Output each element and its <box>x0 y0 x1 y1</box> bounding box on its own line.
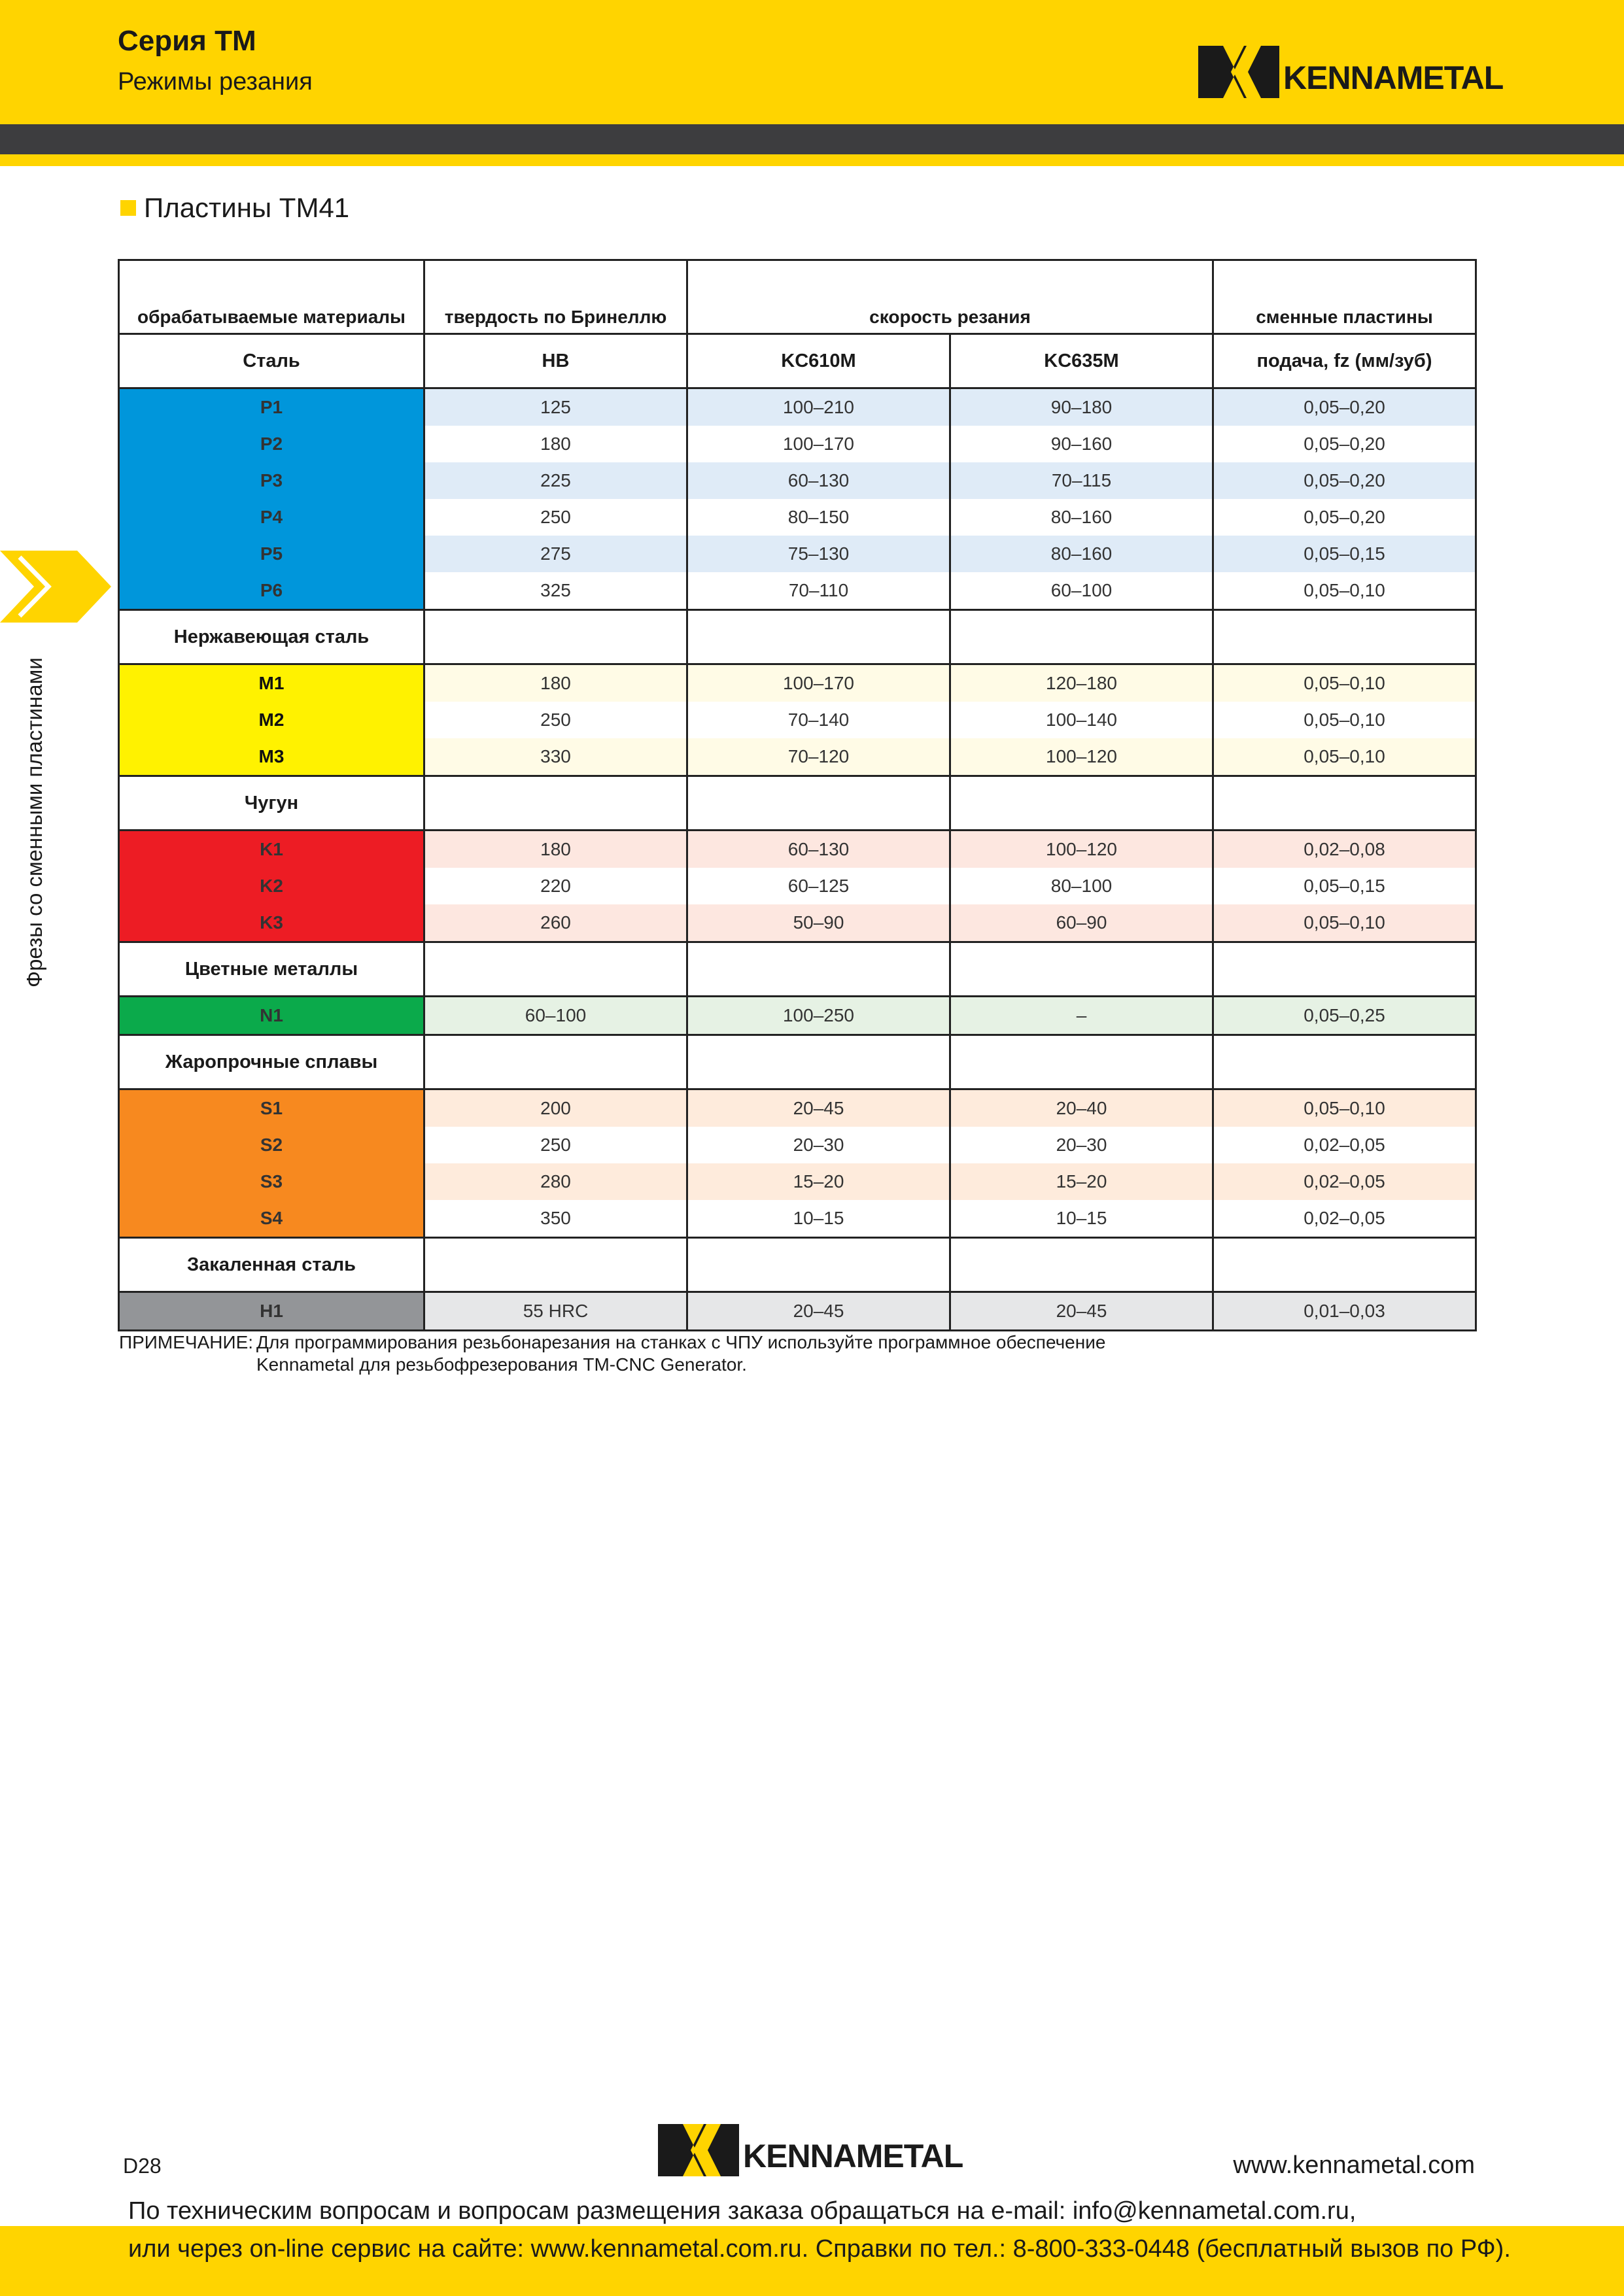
side-tab-arrow-icon <box>0 551 111 623</box>
kc610m-cell: 60–130 <box>687 831 950 868</box>
material-code: M3 <box>119 738 424 776</box>
hb-cell: 275 <box>424 536 687 572</box>
table-row <box>119 1292 1476 1331</box>
note-line-1: Для программирования резьбонарезания на станках с ЧПУ используйте программное обеспечение <box>256 1332 1106 1352</box>
side-tab-label: Фрезы со сменными пластинами <box>22 657 46 987</box>
hb-cell: 125 <box>424 388 687 426</box>
header-hardness: твердость по Бринеллю <box>424 260 687 334</box>
note-label: ПРИМЕЧАНИЕ: <box>119 1332 254 1352</box>
fz-cell: 0,05–0,20 <box>1213 462 1476 499</box>
kc635m-cell: 20–30 <box>950 1127 1213 1163</box>
hb-cell: 350 <box>424 1200 687 1238</box>
table-row <box>119 868 1476 904</box>
fz-cell: 0,05–0,10 <box>1213 904 1476 942</box>
header-hb: HB <box>424 334 687 388</box>
material-code: M2 <box>119 702 424 738</box>
material-code: S4 <box>119 1200 424 1238</box>
kc635m-cell: 15–20 <box>950 1163 1213 1200</box>
header-materials: обрабатываемые материалы <box>119 260 424 334</box>
kc635m-cell: 120–180 <box>950 664 1213 702</box>
kc635m-cell: 100–120 <box>950 831 1213 868</box>
header-speed: скорость резания <box>687 260 1213 334</box>
kc635m-cell: 100–140 <box>950 702 1213 738</box>
material-code: H1 <box>119 1292 424 1331</box>
fz-cell: 0,05–0,10 <box>1213 738 1476 776</box>
hb-cell: 330 <box>424 738 687 776</box>
hb-cell: 250 <box>424 702 687 738</box>
header-kc635m: KC635M <box>950 334 1213 388</box>
fz-cell: 0,05–0,25 <box>1213 997 1476 1035</box>
fz-cell: 0,05–0,10 <box>1213 664 1476 702</box>
series-title: Серия TM <box>118 25 256 57</box>
header-inserts: сменные пластины <box>1213 260 1476 334</box>
kc610m-cell: 80–150 <box>687 499 950 536</box>
hb-cell: 250 <box>424 1127 687 1163</box>
table-row <box>119 499 1476 536</box>
kc610m-cell: 100–210 <box>687 388 950 426</box>
hb-cell: 180 <box>424 831 687 868</box>
hb-cell: 225 <box>424 462 687 499</box>
fz-cell: 0,02–0,05 <box>1213 1200 1476 1238</box>
contact-line-1: По техническим вопросам и вопросам размещения заказа обращаться на e-mail: info@kennametal.com.ru, <box>128 2197 1356 2225</box>
page-number: D28 <box>123 2154 162 2178</box>
logo-wordmark: KENNAMETAL <box>1283 60 1504 96</box>
group-header-row <box>119 776 1476 831</box>
material-code: K3 <box>119 904 424 942</box>
material-code: K1 <box>119 831 424 868</box>
group-header-row <box>119 1035 1476 1089</box>
fz-cell: 0,05–0,20 <box>1213 499 1476 536</box>
hb-cell: 220 <box>424 868 687 904</box>
section-title-text: Пластины TM41 <box>144 192 350 223</box>
fz-cell: 0,05–0,20 <box>1213 426 1476 462</box>
header-yellow-stripe <box>0 154 1624 166</box>
hb-cell: 325 <box>424 572 687 610</box>
fz-cell: 0,01–0,03 <box>1213 1292 1476 1331</box>
section-title <box>120 192 349 224</box>
fz-cell: 0,05–0,15 <box>1213 536 1476 572</box>
table-row <box>119 1089 1476 1127</box>
material-code: M1 <box>119 664 424 702</box>
kc635m-cell: – <box>950 997 1213 1035</box>
kc635m-cell: 80–160 <box>950 536 1213 572</box>
group-label: Нержавеющая сталь <box>119 610 424 664</box>
kc635m-cell: 100–120 <box>950 738 1213 776</box>
hb-cell: 260 <box>424 904 687 942</box>
hb-cell: 180 <box>424 426 687 462</box>
group-header-row <box>119 942 1476 997</box>
table-row <box>119 702 1476 738</box>
fz-cell: 0,05–0,10 <box>1213 1089 1476 1127</box>
fz-cell: 0,02–0,05 <box>1213 1127 1476 1163</box>
group-header-row <box>119 610 1476 664</box>
kc635m-cell: 70–115 <box>950 462 1213 499</box>
kc610m-cell: 20–30 <box>687 1127 950 1163</box>
kc635m-cell: 60–90 <box>950 904 1213 942</box>
hb-cell: 60–100 <box>424 997 687 1035</box>
kc635m-cell: 60–100 <box>950 572 1213 610</box>
material-code: S1 <box>119 1089 424 1127</box>
header-feed: подача, fz (мм/зуб) <box>1213 334 1476 388</box>
kc610m-cell: 100–250 <box>687 997 950 1035</box>
cutting-data-table <box>118 259 1477 1331</box>
table-row <box>119 997 1476 1035</box>
kc635m-cell: 20–40 <box>950 1089 1213 1127</box>
hb-cell: 280 <box>424 1163 687 1200</box>
material-code: S2 <box>119 1127 424 1163</box>
group-label: Цветные металлы <box>119 942 424 997</box>
group-header-row <box>119 1238 1476 1292</box>
kennametal-k-icon <box>658 2124 739 2176</box>
material-code: N1 <box>119 997 424 1035</box>
group-label: Закаленная сталь <box>119 1238 424 1292</box>
kc610m-cell: 100–170 <box>687 426 950 462</box>
kc635m-cell: 80–160 <box>950 499 1213 536</box>
yellow-square-icon <box>120 200 136 216</box>
table-row <box>119 1127 1476 1163</box>
kc610m-cell: 100–170 <box>687 664 950 702</box>
fz-cell: 0,05–0,10 <box>1213 702 1476 738</box>
kennametal-logo <box>1198 46 1503 98</box>
kc610m-cell: 20–45 <box>687 1089 950 1127</box>
note <box>119 1331 1105 1376</box>
header-kc610m: KC610M <box>687 334 950 388</box>
kc610m-cell: 70–140 <box>687 702 950 738</box>
kc610m-cell: 10–15 <box>687 1200 950 1238</box>
hb-cell: 200 <box>424 1089 687 1127</box>
kc610m-cell: 15–20 <box>687 1163 950 1200</box>
table-header-row <box>119 260 1476 334</box>
group-label: Жаропрочные сплавы <box>119 1035 424 1089</box>
note-line-2: Kennametal для резьбофрезерования TM-CNC Generator. <box>256 1354 747 1375</box>
header-dark-stripe <box>0 124 1624 154</box>
table-row <box>119 1163 1476 1200</box>
kc610m-cell: 20–45 <box>687 1292 950 1331</box>
kc610m-cell: 60–130 <box>687 462 950 499</box>
table-row <box>119 831 1476 868</box>
kennametal-k-icon <box>1198 46 1279 98</box>
hb-cell: 180 <box>424 664 687 702</box>
kc610m-cell: 70–120 <box>687 738 950 776</box>
kc610m-cell: 70–110 <box>687 572 950 610</box>
contact-line-2: или через on-line сервис на сайте: www.kennametal.com.ru. Справки по тел.: 8-800-333-0448 (бесплатный вызов по РФ). <box>128 2235 1511 2263</box>
website-link[interactable]: www.kennametal.com <box>1233 2151 1475 2179</box>
fz-cell: 0,02–0,05 <box>1213 1163 1476 1200</box>
fz-cell: 0,05–0,15 <box>1213 868 1476 904</box>
table-row <box>119 664 1476 702</box>
material-code: P2 <box>119 426 424 462</box>
kc610m-cell: 50–90 <box>687 904 950 942</box>
material-code: P1 <box>119 388 424 426</box>
logo-wordmark: KENNAMETAL <box>743 2138 963 2174</box>
kc635m-cell: 90–180 <box>950 388 1213 426</box>
material-code: P5 <box>119 536 424 572</box>
table-row <box>119 536 1476 572</box>
table-subheader-row <box>119 334 1476 388</box>
group-steel-label: Сталь <box>119 334 424 388</box>
material-code: P6 <box>119 572 424 610</box>
fz-cell: 0,05–0,20 <box>1213 388 1476 426</box>
table-row <box>119 738 1476 776</box>
table-row <box>119 426 1476 462</box>
page-subtitle: Режимы резания <box>118 68 313 95</box>
kc635m-cell: 80–100 <box>950 868 1213 904</box>
kc635m-cell: 20–45 <box>950 1292 1213 1331</box>
kc610m-cell: 60–125 <box>687 868 950 904</box>
material-code: S3 <box>119 1163 424 1200</box>
fz-cell: 0,05–0,10 <box>1213 572 1476 610</box>
material-code: P3 <box>119 462 424 499</box>
kc610m-cell: 75–130 <box>687 536 950 572</box>
kc635m-cell: 90–160 <box>950 426 1213 462</box>
table-row <box>119 388 1476 426</box>
material-code: P4 <box>119 499 424 536</box>
fz-cell: 0,02–0,08 <box>1213 831 1476 868</box>
hb-cell: 55 HRC <box>424 1292 687 1331</box>
material-code: K2 <box>119 868 424 904</box>
kennametal-logo-footer <box>658 2124 963 2176</box>
hb-cell: 250 <box>424 499 687 536</box>
table-row <box>119 904 1476 942</box>
table-row <box>119 462 1476 499</box>
table-row <box>119 1200 1476 1238</box>
kc635m-cell: 10–15 <box>950 1200 1213 1238</box>
table-row <box>119 572 1476 610</box>
group-label: Чугун <box>119 776 424 831</box>
